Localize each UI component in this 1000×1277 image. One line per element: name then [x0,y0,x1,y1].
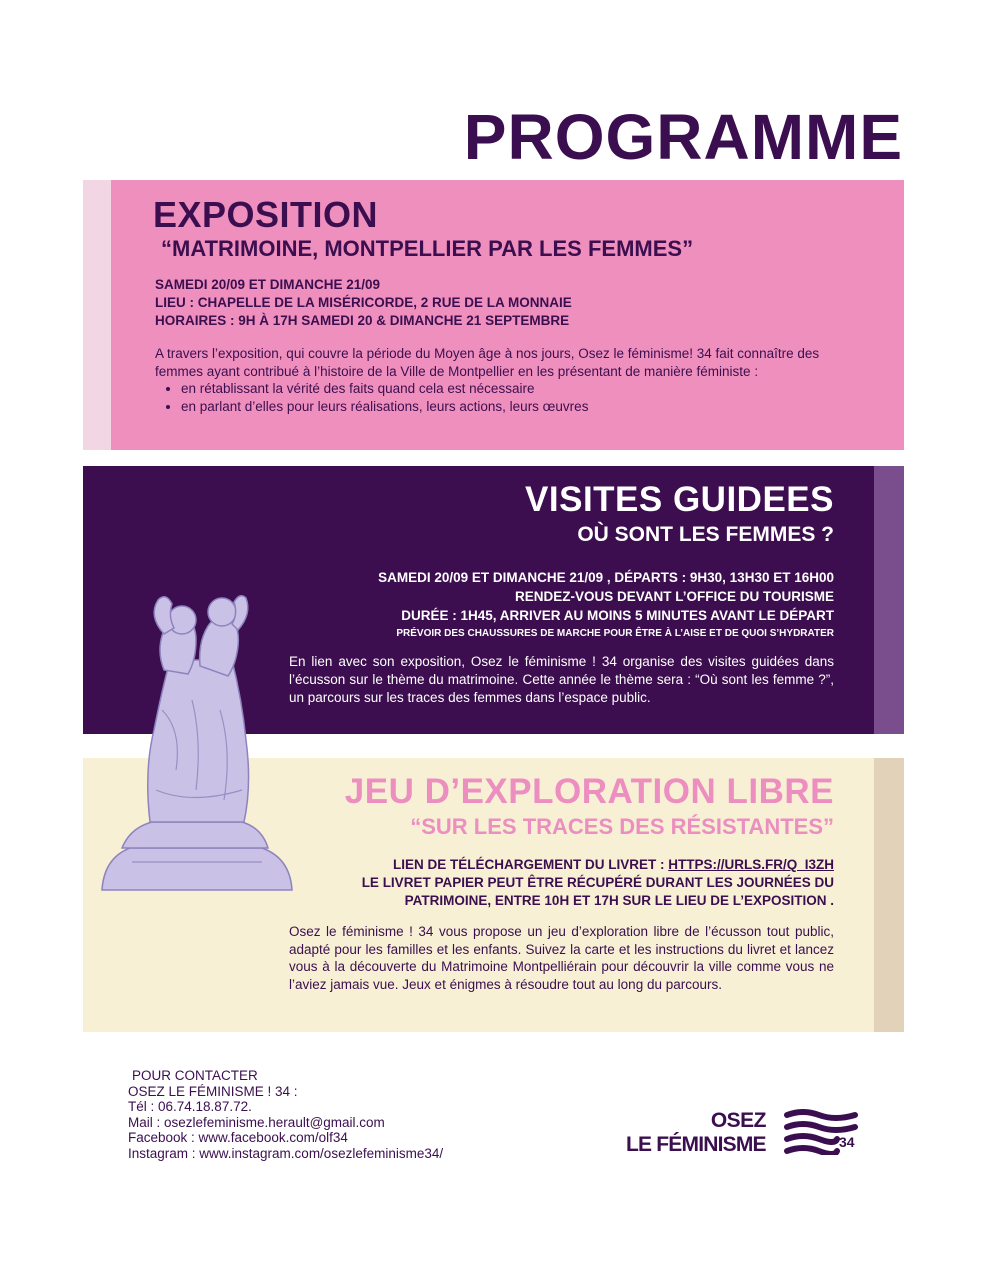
visites-meeting-point: RENDEZ-VOUS DEVANT L’OFFICE DU TOURISME [514,589,834,604]
jeu-download-line [362,856,834,874]
jeu-info [362,856,834,910]
page-title: PROGRAMME [463,101,903,173]
logo-line-1: OSEZ [710,1109,766,1132]
exposition-description: A travers l’exposition, qui couvre la période du Moyen âge à nos jours, Osez le féminisme! 34 fait connaître des femmes ayant contribué à l’histoire de la Ville de Montpellier en les présentant de manière féministe : [155,346,820,379]
logo-number: 34 [839,1134,855,1150]
jeu-download-label: LIEN DE TÉLÉCHARGEMENT DU LIVRET : [392,857,669,872]
jeu-paper-booklet-location: PATRIMOINE, ENTRE 10H ET 17H SUR LE LIEU DE L’EXPOSITION . [404,893,834,908]
jeu-side-strip [874,758,904,1032]
contact-instagram[interactable]: Instagram : www.instagram.com/osezlefeminisme34/ [128,1145,444,1161]
contact-email[interactable]: Mail : osezlefeminisme.herault@gmail.com [128,1114,385,1130]
jeu-heading: JEU D’EXPLORATION LIBRE [344,772,834,811]
visites-subtitle: OÙ SONT LES FEMMES ? [577,523,834,546]
visites-info [378,568,834,643]
exposition-bullet-list [155,380,845,415]
visites-advice: PRÉVOIR DES CHAUSSURES DE MARCHE POUR ÊTRE À L’AISE ET DE QUOI S’HYDRATER [396,628,834,639]
contact-facebook[interactable]: Facebook : www.facebook.com/olf34 [128,1130,348,1145]
exposition-dates: SAMEDI 20/09 ET DIMANCHE 21/09 [155,277,381,292]
logo-line-2: LE FÉMINISME [626,1133,766,1156]
visites-side-strip [874,466,904,734]
jeu-download-link[interactable]: HTTPS://URLS.FR/Q_I3ZH [668,857,834,872]
exposition-subtitle: “MATRIMOINE, MONTPELLIER PAR LES FEMMES” [161,236,694,261]
list-item: • en parlant d’elles pour leurs réalisations, leurs actions, leurs œuvres [181,398,845,416]
contact-phone: Tél : 06.74.18.87.72. [128,1099,252,1114]
exposition-info [155,276,572,330]
exposition-horaires: HORAIRES : 9H À 17H SAMEDI 20 & DIMANCHE 21 SEPTEMBRE [155,313,570,328]
jeu-description: Osez le féminisme ! 34 vous propose un jeu d’exploration libre de l’écusson tout public, adapté pour les familles et les enfants. Suivez la carte et les instructions du livret et lancez vous à la découverte du Matrimoine Montpelliérain pour découvrir la ville comme vous ne l’aviez jamais vue. Jeux et énigmes à résoudre tout au long du parcours. [289,924,834,992]
contact-heading: POUR CONTACTER [132,1068,258,1083]
jeu-paper-booklet: LE LIVRET PAPIER PEUT ÊTRE RÉCUPÉRÉ DURANT LES JOURNÉES DU [361,875,834,890]
exposition-side-strip [83,180,111,450]
visites-heading: VISITES GUIDEES [525,480,834,519]
jeu-subtitle: “SUR LES TRACES DES RÉSISTANTES” [410,814,834,839]
exposition-lieu: LIEU : CHAPELLE DE LA MISÉRICORDE, 2 RUE DE LA MONNAIE [155,295,572,310]
exposition-section [83,180,904,450]
visites-description: En lien avec son exposition, Osez le féminisme ! 34 organise des visites guidées dans l’écusson sur le thème du matrimoine. Cette année le thème sera : “Où sont les femme ?”, un parcours sur les traces des femmes dans l’espace public. [289,654,834,705]
osez-le-feminisme-logo [626,1109,876,1163]
list-item: • en rétablissant la vérité des faits quand cela est nécessaire [181,380,845,398]
visites-duration: DURÉE : 1H45, ARRIVER AU MOINS 5 MINUTES AVANT LE DÉPART [401,608,834,623]
exposition-heading: EXPOSITION [153,194,379,235]
statue-illustration [92,590,302,908]
exposition-description-block [155,345,845,415]
contact-organization: OSEZ LE FÉMINISME ! 34 : [128,1083,298,1099]
contact-block [128,1068,443,1161]
visites-dates: SAMEDI 20/09 ET DIMANCHE 21/09 , DÉPARTS : 9H30, 13H30 ET 16H00 [378,570,834,585]
